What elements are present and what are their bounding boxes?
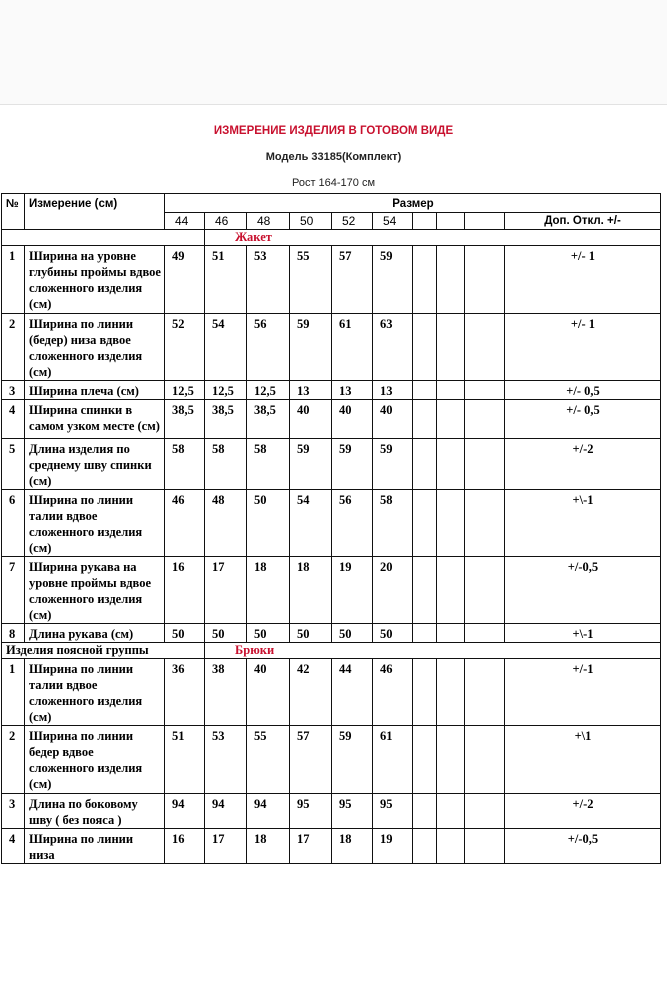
empty-cell [413, 400, 437, 439]
measurement-value: 95 [290, 794, 332, 829]
empty-cell [465, 314, 505, 381]
empty-cell [465, 624, 505, 643]
measurement-value: 13 [373, 381, 413, 400]
measurement-value: 56 [247, 314, 290, 381]
measurement-value: 40 [247, 659, 290, 726]
measurement-value: 13 [332, 381, 373, 400]
tolerance-value: +\-1 [505, 490, 661, 557]
empty-cell [413, 381, 437, 400]
measurement-name: Ширина по линии низа [25, 829, 165, 864]
tolerance-value: +/- 0,5 [505, 400, 661, 439]
measurement-value: 54 [290, 490, 332, 557]
empty-cell [413, 314, 437, 381]
measurement-value: 52 [165, 314, 205, 381]
empty-cell [437, 490, 465, 557]
measurement-name: Ширина на уровне глубины проймы вдвое сложенного изделия (см) [25, 246, 165, 314]
measurement-value: 49 [165, 246, 205, 314]
divider-line [0, 104, 667, 105]
measurement-value: 95 [373, 794, 413, 829]
measurement-value: 40 [332, 400, 373, 439]
empty-cell [465, 439, 505, 490]
tolerance-value: +/-0,5 [505, 829, 661, 864]
section-left-label [2, 230, 205, 246]
size-label: 50 [290, 213, 332, 230]
table-row [2, 314, 661, 381]
row-number: 3 [2, 794, 25, 829]
measurement-value: 61 [373, 726, 413, 794]
tolerance-value: +/-1 [505, 659, 661, 726]
empty-cell [413, 490, 437, 557]
measurement-value: 42 [290, 659, 332, 726]
row-number: 5 [2, 439, 25, 490]
empty-cell [413, 624, 437, 643]
measurement-value: 50 [165, 624, 205, 643]
empty-cell [465, 246, 505, 314]
measurement-value: 50 [247, 624, 290, 643]
size-label: 52 [332, 213, 373, 230]
measurement-value: 50 [332, 624, 373, 643]
measurement-value: 17 [205, 557, 247, 624]
measurement-name: Ширина по линии талии вдвое сложенного изделия (см) [25, 490, 165, 557]
empty-cell [413, 557, 437, 624]
empty-cell [465, 794, 505, 829]
empty-cell [437, 213, 465, 230]
empty-cell [413, 213, 437, 230]
measurement-value: 55 [290, 246, 332, 314]
measurement-name: Ширина по линии талии вдвое сложенного изделия (см) [25, 659, 165, 726]
table-row [2, 246, 661, 314]
tolerance-value: +/-0,5 [505, 557, 661, 624]
measurement-value: 51 [165, 726, 205, 794]
empty-cell [413, 659, 437, 726]
table-row [2, 381, 661, 400]
empty-cell [437, 439, 465, 490]
measurement-name: Ширина плеча (см) [25, 381, 165, 400]
measurement-name: Длина по боковому шву ( без пояса ) [25, 794, 165, 829]
measurement-value: 53 [247, 246, 290, 314]
table-row [2, 439, 661, 490]
measurement-value: 94 [247, 794, 290, 829]
section-row [2, 643, 661, 659]
measurement-value: 59 [290, 439, 332, 490]
empty-cell [437, 794, 465, 829]
measurement-value: 40 [290, 400, 332, 439]
tolerance-value: +/-2 [505, 439, 661, 490]
measurement-value: 36 [165, 659, 205, 726]
top-blank-area [0, 0, 667, 104]
empty-cell [465, 400, 505, 439]
column-header-number: № [2, 194, 25, 230]
measurement-value: 57 [332, 246, 373, 314]
measurement-value: 59 [373, 246, 413, 314]
measurement-value: 48 [205, 490, 247, 557]
empty-cell [465, 659, 505, 726]
measurement-value: 18 [332, 829, 373, 864]
measurement-value: 59 [332, 726, 373, 794]
measurement-value: 58 [373, 490, 413, 557]
measurement-value: 44 [332, 659, 373, 726]
tolerance-value: +/-2 [505, 794, 661, 829]
tolerance-value: +/- 1 [505, 246, 661, 314]
measurement-value: 50 [373, 624, 413, 643]
measurement-value: 54 [205, 314, 247, 381]
empty-cell [437, 557, 465, 624]
column-header-tolerance: Доп. Откл. +/- [505, 213, 661, 230]
model-label: Модель 33185(Комплект) [265, 151, 402, 163]
measurement-value: 12,5 [165, 381, 205, 400]
empty-cell [437, 400, 465, 439]
measurement-value: 58 [205, 439, 247, 490]
measurement-value: 19 [373, 829, 413, 864]
measurement-name: Ширина рукава на уровне проймы вдвое сложенного изделия (см) [25, 557, 165, 624]
row-number: 3 [2, 381, 25, 400]
empty-cell [413, 246, 437, 314]
row-number: 1 [2, 246, 25, 314]
measurement-name: Ширина по линии (бедер) низа вдвое сложенного изделия (см) [25, 314, 165, 381]
row-number: 4 [2, 400, 25, 439]
table-row [2, 400, 661, 439]
measurement-value: 59 [290, 314, 332, 381]
measurement-table [1, 193, 661, 864]
tolerance-value: +/- 0,5 [505, 381, 661, 400]
measurement-value: 51 [205, 246, 247, 314]
row-number: 7 [2, 557, 25, 624]
empty-cell [437, 314, 465, 381]
table-row [2, 829, 661, 864]
table-row [2, 794, 661, 829]
measurement-value: 95 [332, 794, 373, 829]
measurement-name: Ширина спинки в самом узком месте (см) [25, 400, 165, 439]
table-row [2, 624, 661, 643]
measurement-name: Длина изделия по среднему шву спинки (см) [25, 439, 165, 490]
measurement-value: 53 [205, 726, 247, 794]
measurement-value: 59 [332, 439, 373, 490]
row-number: 6 [2, 490, 25, 557]
row-number: 4 [2, 829, 25, 864]
measurement-value: 38,5 [247, 400, 290, 439]
measurement-value: 12,5 [205, 381, 247, 400]
measurement-value: 58 [165, 439, 205, 490]
row-number: 8 [2, 624, 25, 643]
empty-cell [413, 726, 437, 794]
measurement-value: 46 [165, 490, 205, 557]
measurement-value: 18 [247, 557, 290, 624]
empty-cell [465, 829, 505, 864]
measurement-value: 58 [247, 439, 290, 490]
row-number: 2 [2, 314, 25, 381]
document-title: ИЗМЕРЕНИЕ ИЗДЕЛИЯ В ГОТОВОМ ВИДЕ [213, 125, 454, 137]
empty-cell [465, 381, 505, 400]
size-label: 48 [247, 213, 290, 230]
empty-cell [413, 829, 437, 864]
row-number: 2 [2, 726, 25, 794]
measurement-value: 46 [373, 659, 413, 726]
section-title: Жакет [205, 230, 661, 246]
size-label: 54 [373, 213, 413, 230]
column-header-size: Размер [165, 194, 661, 213]
measurement-value: 59 [373, 439, 413, 490]
measurement-value: 63 [373, 314, 413, 381]
measurement-value: 94 [165, 794, 205, 829]
measurement-value: 50 [205, 624, 247, 643]
empty-cell [465, 726, 505, 794]
measurement-value: 17 [290, 829, 332, 864]
empty-cell [437, 829, 465, 864]
section-title: Брюки [205, 643, 661, 659]
measurement-value: 55 [247, 726, 290, 794]
measurement-name: Длина рукава (см) [25, 624, 165, 643]
measurement-value: 40 [373, 400, 413, 439]
measurement-value: 20 [373, 557, 413, 624]
table-row [2, 659, 661, 726]
empty-cell [437, 659, 465, 726]
empty-cell [413, 439, 437, 490]
measurement-value: 57 [290, 726, 332, 794]
measurement-value: 18 [247, 829, 290, 864]
row-number: 1 [2, 659, 25, 726]
section-row [2, 230, 661, 246]
tolerance-value: +\-1 [505, 624, 661, 643]
empty-cell [437, 246, 465, 314]
table-row [2, 726, 661, 794]
empty-cell [413, 794, 437, 829]
measurement-value: 19 [332, 557, 373, 624]
measurement-value: 13 [290, 381, 332, 400]
measurement-value: 56 [332, 490, 373, 557]
measurement-value: 50 [247, 490, 290, 557]
empty-cell [437, 726, 465, 794]
measurement-value: 38 [205, 659, 247, 726]
measurement-value: 61 [332, 314, 373, 381]
table-header-row [2, 194, 661, 213]
measurement-value: 16 [165, 557, 205, 624]
empty-cell [465, 213, 505, 230]
measurement-value: 17 [205, 829, 247, 864]
size-label: 46 [205, 213, 247, 230]
table-row [2, 490, 661, 557]
measurement-value: 16 [165, 829, 205, 864]
measurement-value: 18 [290, 557, 332, 624]
section-left-label: Изделия поясной группы [2, 643, 205, 659]
tolerance-value: +\1 [505, 726, 661, 794]
size-label: 44 [165, 213, 205, 230]
table-row [2, 557, 661, 624]
empty-cell [437, 624, 465, 643]
measurement-value: 50 [290, 624, 332, 643]
empty-cell [437, 381, 465, 400]
measurement-value: 94 [205, 794, 247, 829]
measurement-value: 38,5 [205, 400, 247, 439]
height-label: Рост 164-170 см [291, 177, 376, 189]
measurement-name: Ширина по линии бедер вдвое сложенного изделия (см) [25, 726, 165, 794]
measurement-value: 38,5 [165, 400, 205, 439]
empty-cell [465, 557, 505, 624]
empty-cell [465, 490, 505, 557]
column-header-measure: Измерение (см) [25, 194, 165, 230]
tolerance-value: +/- 1 [505, 314, 661, 381]
measurement-value: 12,5 [247, 381, 290, 400]
